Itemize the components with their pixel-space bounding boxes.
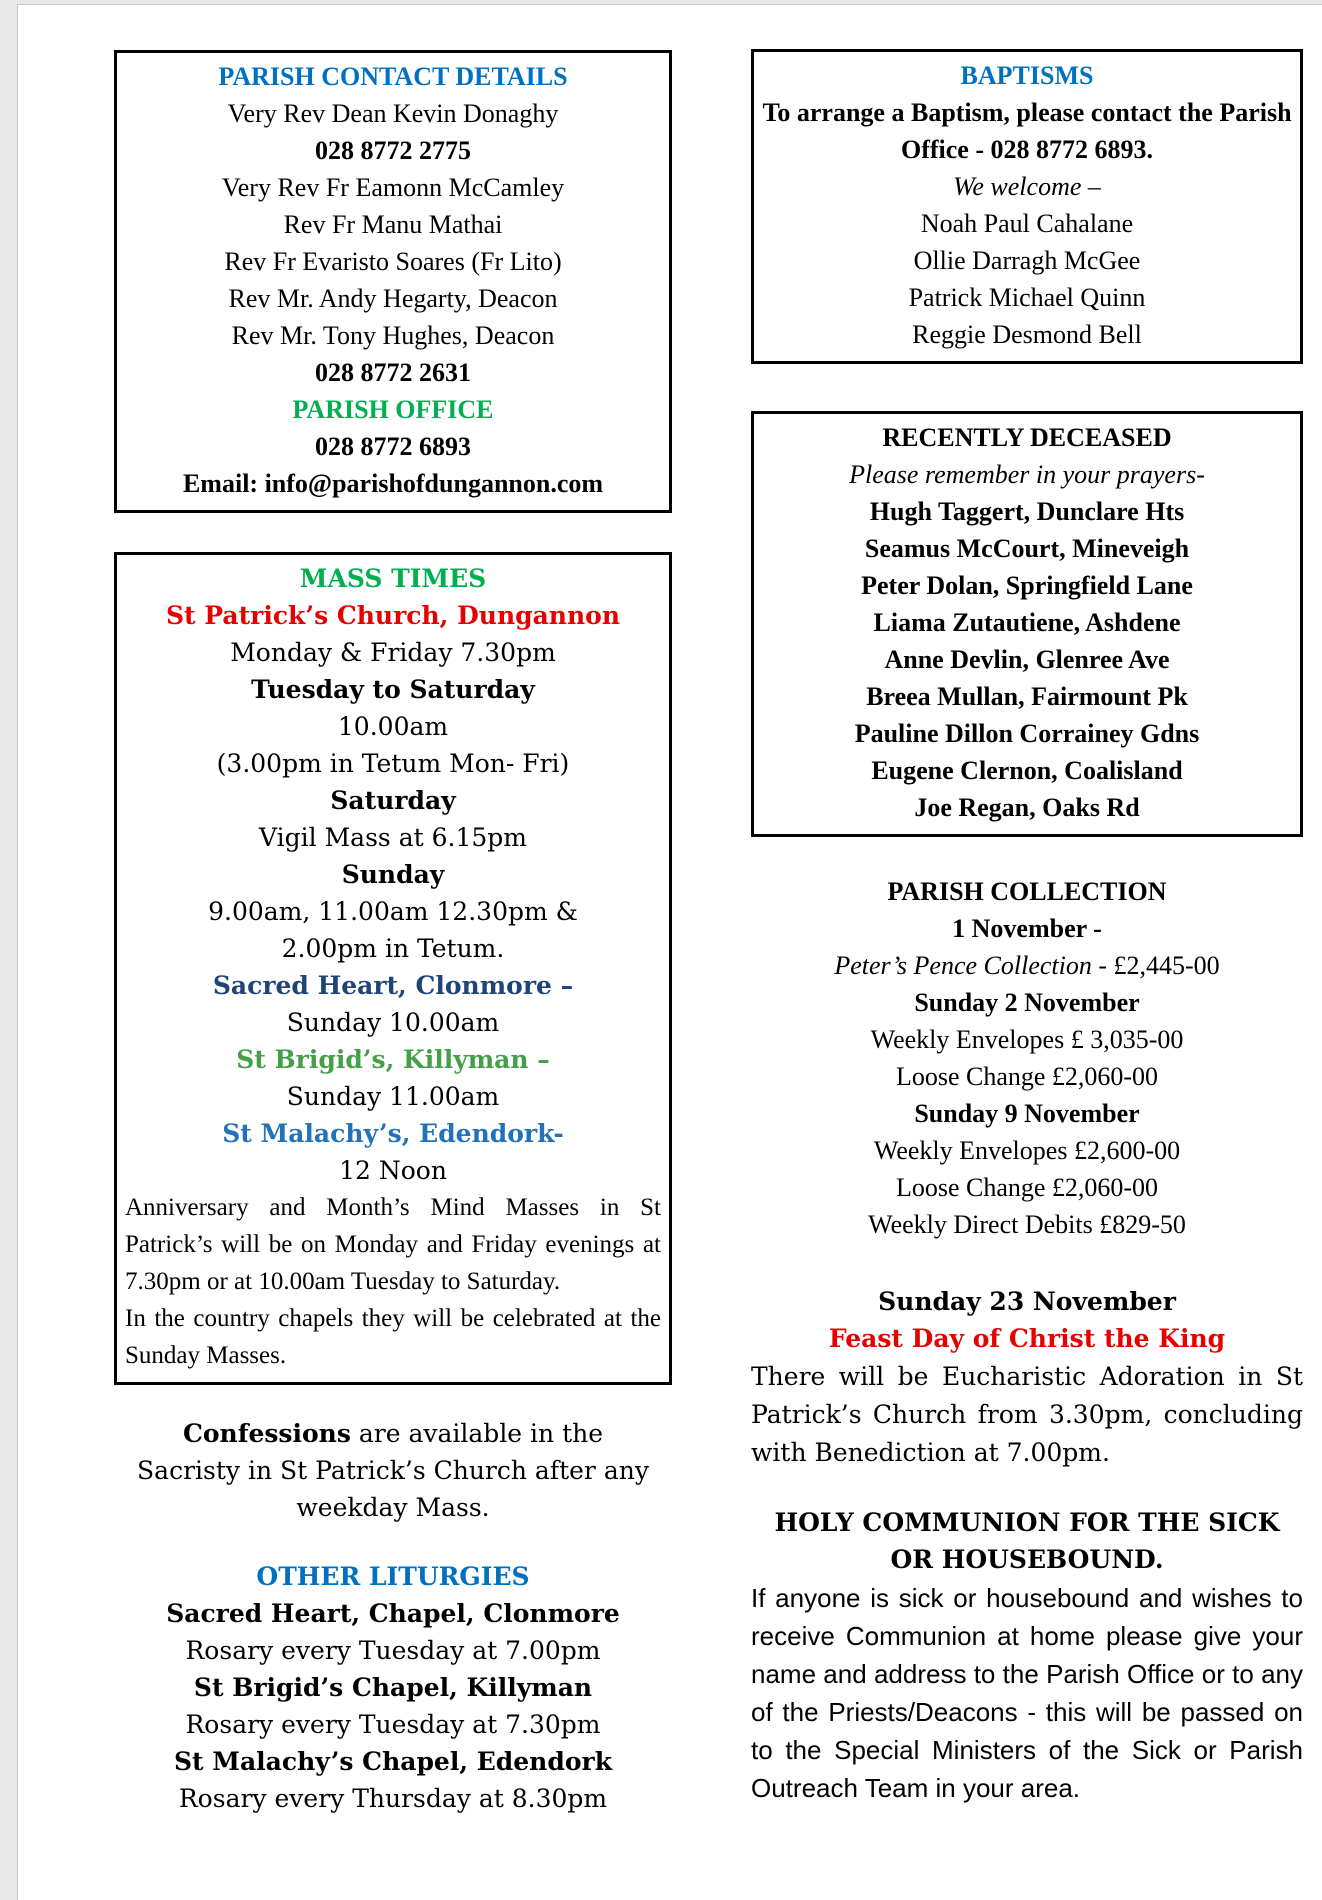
text-line: Loose Change £2,060-00 <box>895 1062 1159 1091</box>
parish-collection-section <box>751 873 1303 1243</box>
text-line: Rev Fr Evaristo Soares (Fr Lito) <box>224 247 562 276</box>
mass-times-title: MASS TIMES <box>299 564 487 593</box>
recently-deceased-box <box>751 411 1303 837</box>
text-line: Eugene Clernon, Coalisland <box>871 756 1183 785</box>
text-line: Rosary every Tuesday at 7.00pm <box>185 1636 601 1665</box>
text-line: Sunday 10.00am <box>286 1008 500 1037</box>
text-line: Sunday 2 November <box>914 988 1140 1017</box>
parish-collection-lines <box>751 910 1303 1243</box>
eucharistic-adoration-paragraph: There will be Eucharistic Adoration in St Patrick’s Church from 3.30pm, concluding with Benediction at 7.00pm. <box>751 1362 1303 1467</box>
text-line: Seamus McCourt, Mineveigh <box>864 534 1190 563</box>
anniversary-masses-paragraph: Anniversary and Month’s Mind Masses in St Patrick’s will be on Monday and Friday evenings at 7.30pm or at 10.00am Tuesday to Saturday. <box>125 1194 661 1295</box>
text-line: Very Rev Dean Kevin Donaghy <box>227 99 559 128</box>
text-line: Sacred Heart, Clonmore – <box>212 971 574 1000</box>
parish-contact-box <box>114 50 672 513</box>
parish-contact-title: PARISH CONTACT DETAILS <box>218 62 568 91</box>
text-line: 9.00am, 11.00am 12.30pm & <box>208 897 578 926</box>
country-chapels-paragraph: In the country chapels they will be celebrated at the Sunday Masses. <box>125 1305 661 1369</box>
other-liturgies-title: OTHER LITURGIES <box>256 1562 530 1591</box>
text-line: 028 8772 2775 <box>315 136 471 165</box>
text-line: 12 Noon <box>339 1156 447 1185</box>
text-line: Reggie Desmond Bell <box>912 320 1142 349</box>
text-line: St Brigid’s, Killyman – <box>236 1045 550 1074</box>
text-line: Confessions are available in the Sacristy in St Patrick’s Church after any weekday Mass. <box>137 1419 649 1522</box>
left-column <box>114 50 672 1817</box>
parish-contact-lines <box>125 95 661 502</box>
feast-day-section <box>751 1283 1303 1472</box>
text-line: St Malachy’s, Edendork- <box>222 1119 564 1148</box>
text-line: Weekly Envelopes £2,600-00 <box>873 1136 1181 1165</box>
text-line: Monday & Friday 7.30pm <box>230 638 556 667</box>
text-line: (3.00pm in Tetum Mon- Fri) <box>216 749 570 778</box>
feast-day-title: Feast Day of Christ the King <box>828 1324 1226 1353</box>
text-line: Tuesday to Saturday <box>251 675 535 704</box>
text-line: 028 8772 6893 <box>315 432 471 461</box>
text-line: Noah Paul Cahalane <box>920 209 1134 238</box>
recently-deceased-title: RECENTLY DECEASED <box>882 423 1172 452</box>
text-line: Hugh Taggert, Dunclare Hts <box>869 497 1185 526</box>
confessions-note <box>132 1415 654 1526</box>
recently-deceased-lines <box>762 456 1292 826</box>
holy-communion-paragraph: If anyone is sick or housebound and wishes to receive Communion at home please give your name and address to the Parish Office or to any of the Priests/Deacons - this will be passed on to the Special Ministers of the Sick or Parish Outreach Team in your area. <box>751 1583 1303 1803</box>
text-line: Rosary every Thursday at 8.30pm <box>178 1784 608 1813</box>
right-column <box>751 49 1303 1807</box>
text-line: Patrick Michael Quinn <box>908 283 1146 312</box>
text-line: Breea Mullan, Fairmount Pk <box>866 682 1188 711</box>
text-line: Weekly Envelopes £ 3,035-00 <box>870 1025 1184 1054</box>
baptisms-title: BAPTISMS <box>960 61 1094 90</box>
holy-communion-section <box>751 1504 1303 1807</box>
feast-date-heading: Sunday 23 November <box>878 1287 1176 1316</box>
holy-communion-title: HOLY COMMUNION FOR THE SICK OR HOUSEBOUND. <box>774 1508 1280 1574</box>
baptisms-lines <box>762 94 1292 353</box>
text-line: St Patrick’s Church, Dungannon <box>165 601 621 630</box>
text-line: We welcome – <box>953 172 1101 201</box>
mass-times-lines <box>125 597 661 1189</box>
mass-times-box <box>114 552 672 1385</box>
text-line: Loose Change £2,060-00 <box>895 1173 1159 1202</box>
text-line: 1 November - <box>952 914 1102 943</box>
text-line: Rosary every Tuesday at 7.30pm <box>185 1710 601 1739</box>
text-line: Ollie Darragh McGee <box>913 246 1141 275</box>
text-line: Sacred Heart, Chapel, Clonmore <box>166 1599 620 1628</box>
other-liturgies-lines <box>114 1595 672 1817</box>
text-line: St Brigid’s Chapel, Killyman <box>193 1673 593 1702</box>
text-line: Email: info@parishofdungannon.com <box>182 469 604 498</box>
text-line: To arrange a Baptism, please contact the Parish Office - 028 8772 6893. <box>762 98 1292 164</box>
baptisms-box <box>751 49 1303 364</box>
text-line: Rev Mr. Andy Hegarty, Deacon <box>228 284 558 313</box>
text-line: Rev Mr. Tony Hughes, Deacon <box>231 321 555 350</box>
text-line: Liama Zutautiene, Ashdene <box>873 608 1181 637</box>
text-line: 10.00am <box>337 712 449 741</box>
text-line: 028 8772 2631 <box>315 358 471 387</box>
text-line: Sunday <box>341 860 445 889</box>
text-line: Saturday <box>330 786 456 815</box>
text-line: Weekly Direct Debits £829-50 <box>868 1210 1186 1239</box>
text-line: Sunday 11.00am <box>286 1082 500 1111</box>
other-liturgies-section <box>114 1558 672 1817</box>
text-line: Vigil Mass at 6.15pm <box>259 823 527 852</box>
text-line: PARISH OFFICE <box>292 395 494 424</box>
text-line: Peter’s Pence Collection - £2,445-00 <box>834 951 1220 980</box>
text-line: Please remember in your prayers- <box>849 460 1205 489</box>
text-line: Joe Regan, Oaks Rd <box>914 793 1140 822</box>
parish-collection-title: PARISH COLLECTION <box>887 877 1167 906</box>
text-line: 2.00pm in Tetum. <box>281 934 505 963</box>
text-line: St Malachy’s Chapel, Edendork <box>173 1747 613 1776</box>
text-line: Very Rev Fr Eamonn McCamley <box>221 173 565 202</box>
text-line: Peter Dolan, Springfield Lane <box>861 571 1193 600</box>
text-line: Pauline Dillon Corrainey Gdns <box>854 719 1200 748</box>
text-line: Anne Devlin, Glenree Ave <box>884 645 1170 674</box>
text-line: Sunday 9 November <box>914 1099 1140 1128</box>
text-line: Rev Fr Manu Mathai <box>283 210 503 239</box>
